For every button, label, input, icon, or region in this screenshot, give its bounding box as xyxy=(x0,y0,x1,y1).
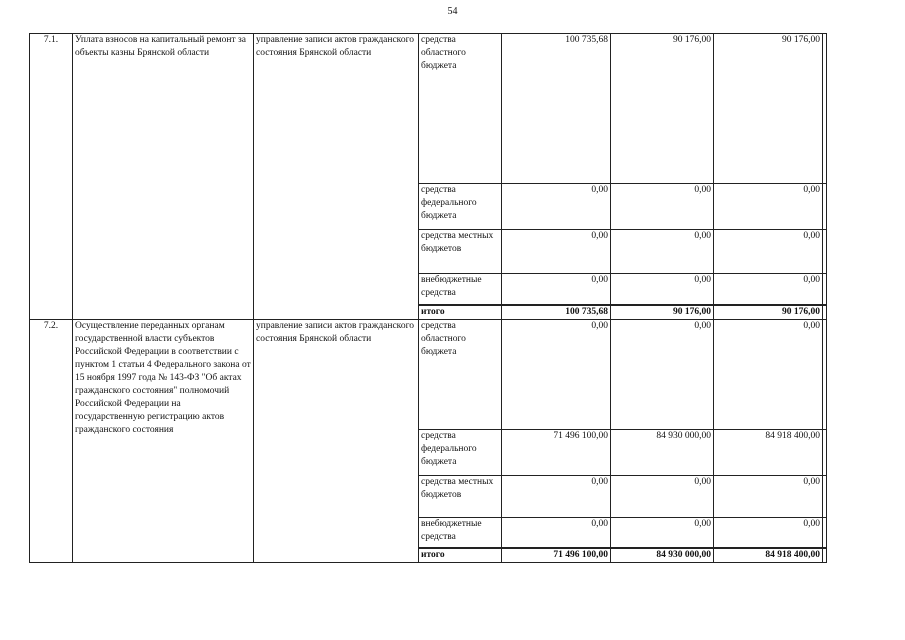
page-number: 54 xyxy=(447,6,458,17)
amount-year-1: 0,00 xyxy=(502,274,611,305)
measure-description: Уплата взносов на капитальный ремонт за объекты казны Брянской области xyxy=(73,34,254,320)
table-row xyxy=(30,319,827,429)
empty-cell xyxy=(823,274,827,305)
amount-year-1: 71 496 100,00 xyxy=(502,548,611,563)
funding-source: средства областного бюджета xyxy=(419,319,502,429)
amount-year-3: 84 918 400,00 xyxy=(714,429,823,475)
budget-table xyxy=(29,33,827,563)
empty-cell xyxy=(823,184,827,230)
funding-source-total: итого xyxy=(419,305,502,320)
amount-year-1: 0,00 xyxy=(502,184,611,230)
measure-description: Осуществление переданных органам государственной власти субъектов Российской Федерации в соответствии с пунктом 1 статьи 4 Федерального закона от 15 ноября 1997 года № 143-ФЗ "Об актах гражданского состояния" полномочий Российской Федерации на государственную регистрацию актов гражданского состояния xyxy=(73,319,254,563)
responsible-executor: управление записи актов гражданского состояния Брянской области xyxy=(254,319,419,563)
amount-year-2: 90 176,00 xyxy=(611,34,714,184)
amount-year-2: 0,00 xyxy=(611,230,714,274)
funding-source: внебюджетные средства xyxy=(419,517,502,548)
funding-source: средства областного бюджета xyxy=(419,34,502,184)
amount-year-1: 0,00 xyxy=(502,517,611,548)
amount-year-2: 90 176,00 xyxy=(611,305,714,320)
empty-cell xyxy=(823,475,827,517)
amount-year-2: 84 930 000,00 xyxy=(611,548,714,563)
funding-source: внебюджетные средства xyxy=(419,274,502,305)
funding-source: средства местных бюджетов xyxy=(419,230,502,274)
funding-source: средства федерального бюджета xyxy=(419,184,502,230)
funding-source: средства федерального бюджета xyxy=(419,429,502,475)
empty-cell xyxy=(823,230,827,274)
amount-year-3: 0,00 xyxy=(714,274,823,305)
funding-source-total: итого xyxy=(419,548,502,563)
amount-year-3: 0,00 xyxy=(714,517,823,548)
amount-year-1: 0,00 xyxy=(502,475,611,517)
amount-year-3: 90 176,00 xyxy=(714,305,823,320)
amount-year-2: 0,00 xyxy=(611,517,714,548)
amount-year-1: 0,00 xyxy=(502,230,611,274)
amount-year-3: 90 176,00 xyxy=(714,34,823,184)
amount-year-1: 100 735,68 xyxy=(502,34,611,184)
empty-cell xyxy=(823,548,827,563)
amount-year-1: 100 735,68 xyxy=(502,305,611,320)
empty-cell xyxy=(823,429,827,475)
empty-cell xyxy=(823,34,827,184)
amount-year-3: 0,00 xyxy=(714,184,823,230)
amount-year-3: 0,00 xyxy=(714,475,823,517)
amount-year-2: 0,00 xyxy=(611,184,714,230)
amount-year-3: 0,00 xyxy=(714,319,823,429)
responsible-executor: управление записи актов гражданского состояния Брянской области xyxy=(254,34,419,320)
row-number: 7.2. xyxy=(30,319,73,563)
amount-year-2: 84 930 000,00 xyxy=(611,429,714,475)
empty-cell xyxy=(823,305,827,320)
amount-year-3: 84 918 400,00 xyxy=(714,548,823,563)
amount-year-3: 0,00 xyxy=(714,230,823,274)
empty-cell xyxy=(823,517,827,548)
amount-year-2: 0,00 xyxy=(611,475,714,517)
empty-cell xyxy=(823,319,827,429)
row-number: 7.1. xyxy=(30,34,73,320)
funding-source: средства местных бюджетов xyxy=(419,475,502,517)
amount-year-2: 0,00 xyxy=(611,319,714,429)
amount-year-2: 0,00 xyxy=(611,274,714,305)
amount-year-1: 0,00 xyxy=(502,319,611,429)
amount-year-1: 71 496 100,00 xyxy=(502,429,611,475)
table-row xyxy=(30,34,827,184)
